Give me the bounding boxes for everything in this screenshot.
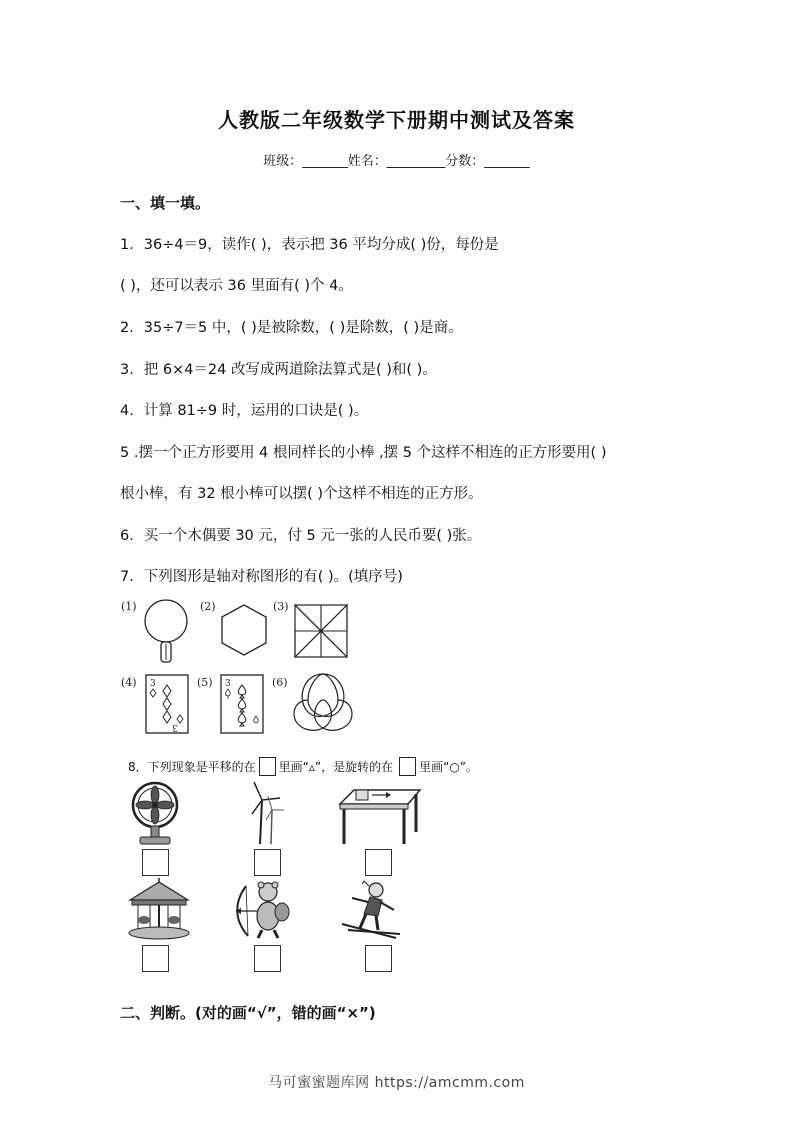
pinwheel-icon bbox=[292, 602, 350, 660]
figure-label-3: (3) bbox=[273, 600, 289, 613]
answer-box-windmill[interactable] bbox=[254, 849, 281, 876]
answer-box-archer[interactable] bbox=[254, 945, 281, 972]
question-8-part-3: 里画“○”。 bbox=[419, 760, 479, 774]
figure-label-1: (1) bbox=[121, 600, 137, 613]
svg-text:3: 3 bbox=[225, 679, 231, 689]
page-title: 人教版二年级数学下册期中测试及答案 bbox=[218, 108, 575, 132]
figure-label-2: (2) bbox=[200, 600, 216, 613]
figure-label-4: (4) bbox=[121, 676, 137, 689]
fan-paddle-icon bbox=[140, 598, 196, 666]
question-8-part-2: 里画“▵”，是旋转的在 bbox=[278, 760, 394, 774]
trefoil-knot-icon bbox=[288, 670, 358, 736]
answer-box-carousel[interactable] bbox=[142, 945, 169, 972]
playing-card-spades-icon bbox=[219, 673, 265, 735]
question-5-line-2: 根小棒，有 32 根小棒可以摆( )个这样不相连的正方形。 bbox=[120, 486, 483, 502]
footer-watermark: 马可蜜蜜题库网 https://amcmm.com bbox=[268, 1075, 525, 1091]
carousel-icon bbox=[126, 878, 192, 940]
section-heading-fill: 一、填一填。 bbox=[120, 194, 211, 212]
student-info-line: 班级：_______姓名：_________分数：_______ bbox=[263, 154, 530, 169]
playing-card-diamonds-icon bbox=[144, 673, 190, 735]
windmill-icon bbox=[246, 780, 286, 846]
section-heading-judge: 二、判断。(对的画“√”，错的画“×”) bbox=[120, 1004, 376, 1022]
question-2: 2．35÷7＝5 中，( )是被除数，( )是除数，( )是商。 bbox=[120, 320, 463, 336]
answer-box-fan[interactable] bbox=[142, 849, 169, 876]
legend-box-translation bbox=[259, 757, 276, 776]
question-6: 6．买一个木偶要 30 元，付 5 元一张的人民币要( )张。 bbox=[120, 528, 482, 544]
question-4: 4．计算 81÷9 时，运用的口诀是( )。 bbox=[120, 403, 369, 419]
figure-label-5: (5) bbox=[197, 676, 213, 689]
skier-icon bbox=[338, 880, 402, 942]
fan-icon bbox=[128, 780, 183, 846]
question-8 bbox=[128, 757, 478, 776]
question-1-line-2: ( )，还可以表示 36 里面有( )个 4。 bbox=[120, 278, 353, 294]
svg-text:3: 3 bbox=[150, 679, 156, 689]
svg-text:3: 3 bbox=[172, 722, 178, 732]
question-3: 3．把 6×4＝24 改写成两道除法算式是( )和( )。 bbox=[120, 362, 437, 378]
figure-label-6: (6) bbox=[272, 676, 288, 689]
question-1-line-1: 1．36÷4＝9，读作( )，表示把 36 平均分成( )份，每份是 bbox=[120, 237, 499, 253]
question-8-part-1: 8．下列现象是平移的在 bbox=[128, 760, 256, 774]
answer-box-table-box[interactable] bbox=[365, 849, 392, 876]
question-7: 7．下列图形是轴对称图形的有( )。(填序号) bbox=[120, 569, 403, 585]
archer-icon bbox=[232, 880, 294, 940]
question-5-line-1: 5 .摆一个正方形要用 4 根同样长的小棒 ,摆 5 个这样不相连的正方形要用( ) bbox=[120, 445, 607, 461]
table-box-icon bbox=[336, 782, 422, 846]
legend-box-rotation bbox=[399, 757, 416, 776]
answer-box-skier[interactable] bbox=[365, 945, 392, 972]
hexagon-icon bbox=[218, 602, 270, 658]
